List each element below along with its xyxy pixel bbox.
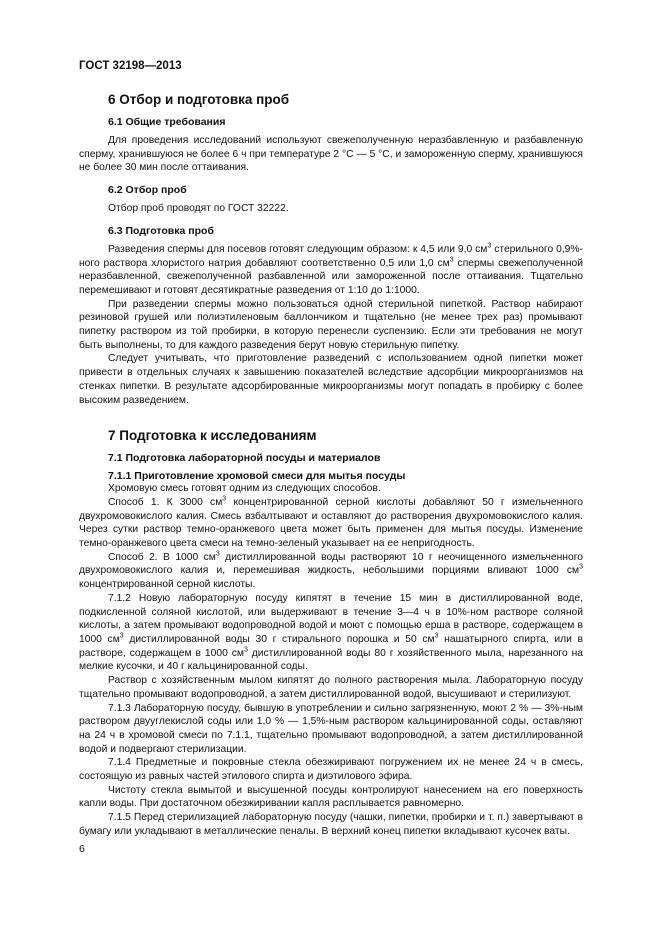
page-content [79,92,583,839]
superscript: 3 [119,632,124,640]
section-7 [79,428,583,838]
text-run: 7.1.2 Новую лабораторную посуду кипятят в течение 15 мин в дистиллированной воде, подкисленной соляной кислотой, или выдерживают в течение 3—4 ч в 10%-ном растворе соляной кислоты, а затем промывают водопроводной водой и моют с помощью ерша в растворе, содержащем в 1000 см [79,592,583,645]
paragraph: Раствор с хозяйственным мылом кипятят до полного растворения мыла. Лабораторную посуду тщательно промывают водопроводной, а затем дистиллированной водой, высушивают и стерилизуют. [79,675,583,700]
superscript: 3 [222,495,227,503]
section-7-1-heading: 7.1 Подготовка лабораторной посуды и материалов [108,452,381,465]
paragraph [79,592,583,674]
text-run: стерильного 0,9%-ного раствора хлористого натрия добавляют соответственно 0,5 или 1,0 см [79,243,583,269]
section-6-2-heading: 6.2 Отбор проб [108,184,187,197]
text-run: дистиллированной воды 80 г хозяйственного мыла, нарезанного на мелкие кусочки, и 40 г кальцинированной соды. [79,647,583,673]
text-run: концентрированной серной кислоты добавляют 50 г измельченного двухромовокислого калия. Смесь взбалтывают и оставляют до растворения двухромовокислого калия. Через сутки раствор темно-оранжевого цвета может быть применен для мытья посуды. Изменение темно-оранжевого цвета смеси на темно-зеленый указывает на ее непригодность. [79,496,583,550]
paragraph [79,551,583,592]
section-7-1-1-heading: 7.1.1 Приготовление хромовой смеси для мытья посуды [108,470,406,483]
text-run: Способ 2. В 1000 см [108,551,216,563]
superscript: 3 [243,646,248,654]
text-run: дистиллированной воды 30 г стирального порошка и 50 см [123,633,435,645]
paragraph: Чистоту стекла вымытой и высушенной посуды контролируют нанесением на его поверхность капли воды. При достаточном обезжиривании капля расплывается равномерно. [79,784,583,810]
paragraph: 7.1.4 Предметные и покровные стекла обезжиривают погружением их не менее 24 ч в смесь, состоящую из равных частей этилового спирта и диэтилового эфира. [79,757,583,783]
paragraph: При разведении спермы можно пользоваться одной стерильной пипеткой. Раствор набирают резиновой грушей или полиэтиленовым баллончиком и тщательно (не менее трех раз) промывают пипетку раствором из той пробирки, в которую перенесли суспензию. Если эти требования не могут быть выполнены, то для каждого разведения берут новую стерильную пипетку. [79,298,583,351]
section-6-3-heading: 6.3 Подготовка проб [108,224,214,237]
paragraph: Следует учитывать, что приготовление разведений с использованием одной пипетки может привести в отдельных случаях к завышению показателей вследствие адсорбции микроорганизмов на стенках пипетки. В результате адсорбированные микроорганизмы могут попадать в пробирку с более высоким разведением. [79,353,583,406]
text-run: Способ 1. К 3000 см [108,496,223,508]
superscript: 3 [579,564,583,572]
text-run: спермы свежеполученной неразбавленной, свежеполученной разбавленной или замороженной после оттаивания. Тщательно перемешивают и готовят десятикратные разведения от 1:10 до 1:1000. [79,257,584,296]
section-7-heading: 7 Подготовка к исследованиям [108,428,317,444]
paragraph [79,243,583,298]
paragraph: 7.1.3 Лабораторную посуду, бывшую в употреблении и сильно загрязненную, моют 2 % — 3%-ным раствором двууглекислой соды или 1,0 % — 1,5%-ным раствором кальцинированной соды, оставляют на 24 ч в хромовой смеси по 7.1.1, тщательно промывают водопроводной, а затем дистиллированной водой и подвергают стерилизации. [79,702,583,755]
page-number: 6 [79,843,85,855]
paragraph: Отбор проб проводят по ГОСТ 32222. [108,203,289,215]
text-run: нашатырного спирта, или в растворе, содержащем в 1000 см [79,633,583,659]
paragraph: 7.1.5 Перед стерилизацией лабораторную посуду (чашки, пипетки, пробирки и т. п.) завертывают в бумагу или укладывают в металлические пеналы. В верхний конец пипетки вкладывают кусочек ваты. [79,812,583,837]
paragraph: Хромовую смесь готовят одним из следующих способов. [108,483,381,495]
section-6-heading: 6 Отбор и подготовка проб [108,92,290,107]
superscript: 3 [215,550,220,558]
superscript: 3 [449,256,454,264]
superscript: 3 [487,242,492,250]
text-run: дистиллированной воды растворяют 10 г неочищенного измельченного двухромовокислого калия и, перемешивая жидкость, небольшими порциями вливают 1000 см [79,551,583,577]
section-6-1-heading: 6.1 Общие требования [108,116,226,128]
superscript: 3 [434,632,439,640]
text-run: Разведения спермы для посевов готовят следующим образом: к 4,5 или 9,0 см [108,243,488,255]
paragraph: Для проведения исследований используют свежеполученную неразбавленную и разбавленную сперму, хранившуюся не более 6 ч при температуре 2 °С — 5 °С, и замороженную сперму, хранившуюся не более 30 мин после оттаивания. [79,135,583,174]
text-run: концентрированной серной кислоты. [79,579,256,591]
paragraph [79,496,583,551]
standard-header: ГОСТ 32198—2013 [79,60,182,72]
